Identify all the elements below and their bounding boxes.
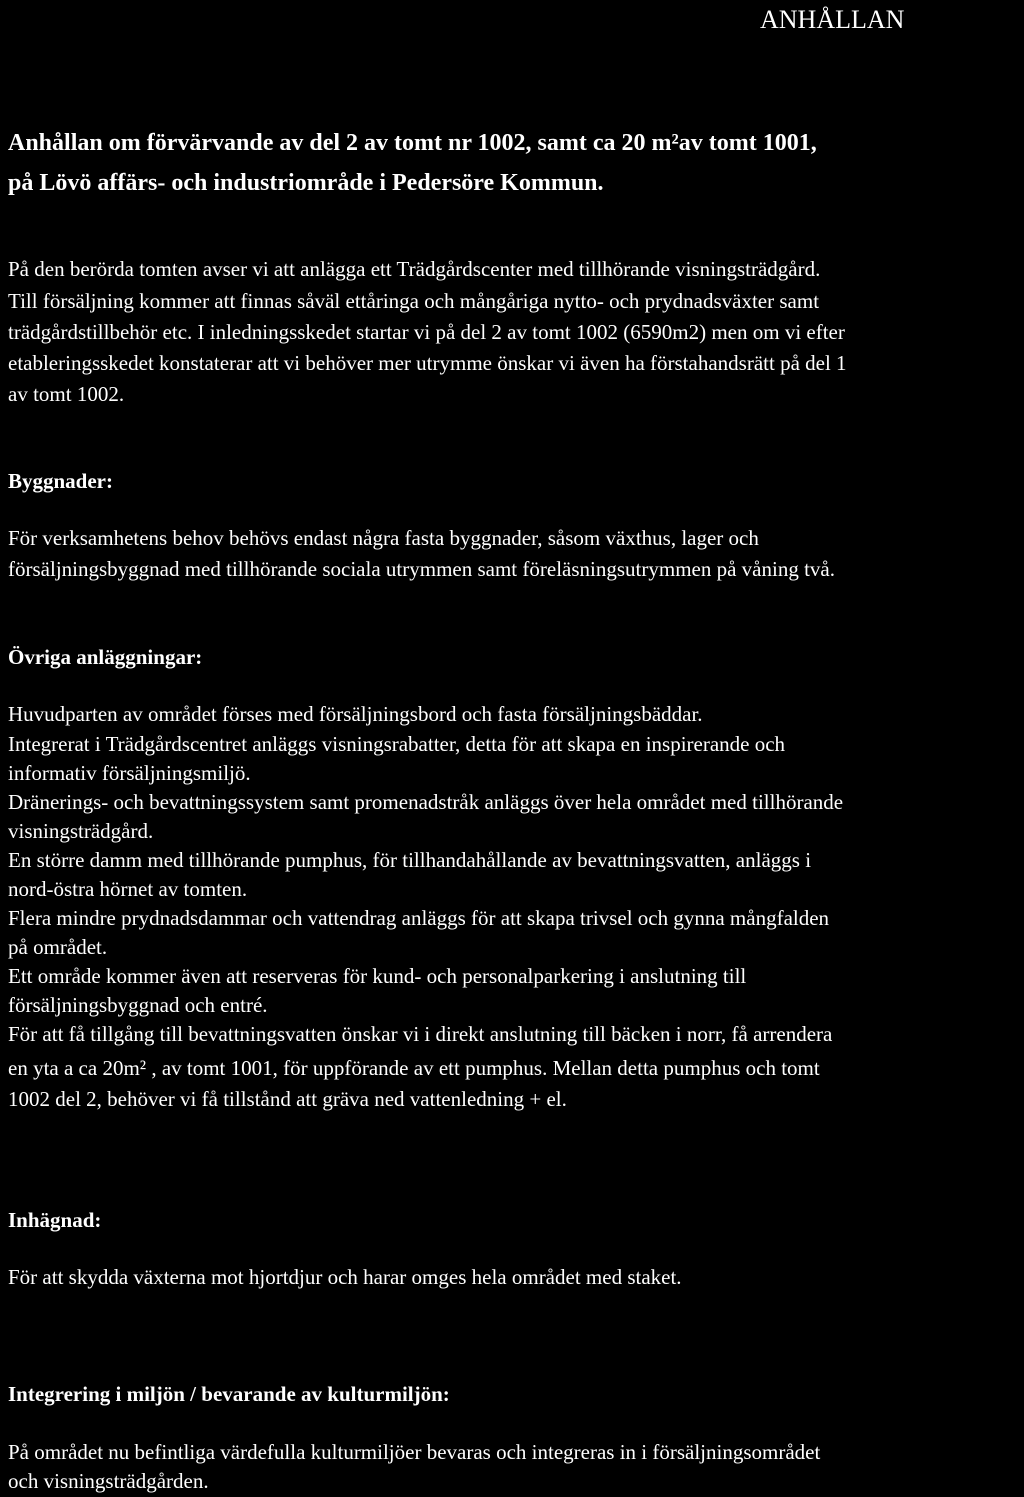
text-line: En större damm med tillhörande pumphus, för tillhandahållande av bevattningsvatten, anläggs i bbox=[8, 848, 812, 872]
main-heading-line: på Lövö affärs- och industriområde i Pedersöre Kommun. bbox=[8, 170, 604, 196]
text-line: Dränerings- och bevattningssystem samt promenadstråk anläggs över hela området med tillhörande bbox=[8, 790, 844, 814]
text-line: På området nu befintliga värdefulla kulturmiljöer bevaras och integreras in i försäljningsområdet bbox=[8, 1440, 821, 1464]
text-line: Flera mindre prydnadsdammar och vattendrag anläggs för att skapa trivsel och gynna mångfalden bbox=[8, 906, 830, 930]
text-line: försäljningsbyggnad och entré. bbox=[8, 993, 268, 1017]
text-line: 1002 del 2, behöver vi få tillstånd att gräva ned vattenledning + el. bbox=[8, 1087, 567, 1111]
main-heading-line: Anhållan om förvärvande av del 2 av tomt nr 1002, samt ca 20 m²av tomt 1001, bbox=[8, 130, 817, 156]
text-line: nord-östra hörnet av tomten. bbox=[8, 877, 248, 901]
text-line: och visningsträdgården. bbox=[8, 1469, 209, 1493]
text-line: etableringsskedet konstaterar att vi behöver mer utrymme önskar vi även ha förstahandsrätt på del 1 bbox=[8, 351, 847, 375]
text-line: På den berörda tomten avser vi att anlägga ett Trädgårdscenter med tillhörande visningsträdgård. bbox=[8, 257, 821, 281]
section-heading: Inhägnad: bbox=[8, 1208, 102, 1232]
text-line: För att få tillgång till bevattningsvatten önskar vi i direkt anslutning till bäcken i norr, få arrendera bbox=[8, 1022, 833, 1046]
text-line: en yta a ca 20m² , av tomt 1001, för uppförande av ett pumphus. Mellan detta pumphus och tomt bbox=[8, 1056, 820, 1080]
text-line: av tomt 1002. bbox=[8, 382, 125, 406]
text-line: visningsträdgård. bbox=[8, 819, 154, 843]
section-heading: Integrering i miljön / bevarande av kulturmiljön: bbox=[8, 1382, 450, 1406]
text-line: trädgårdstillbehör etc. I inledningsskedet startar vi på del 2 av tomt 1002 (6590m2) men om vi efter bbox=[8, 320, 845, 344]
text-line: på området. bbox=[8, 935, 108, 959]
text-line: informativ försäljningsmiljö. bbox=[8, 761, 251, 785]
text-line: försäljningsbyggnad med tillhörande sociala utrymmen samt föreläsningsutrymmen på våning två. bbox=[8, 557, 835, 581]
text-line: Ett område kommer även att reserveras för kund- och personalparkering i anslutning till bbox=[8, 964, 747, 988]
document-title: ANHÅLLAN bbox=[760, 5, 905, 34]
text-line: För att skydda växterna mot hjortdjur och harar omges hela området med staket. bbox=[8, 1265, 682, 1289]
section-heading: Övriga anläggningar: bbox=[8, 645, 203, 669]
text-line: Integrerat i Trädgårdscentret anläggs visningsrabatter, detta för att skapa en inspirerande och bbox=[8, 732, 786, 756]
text-line: Huvudparten av området förses med försäljningsbord och fasta försäljningsbäddar. bbox=[8, 702, 703, 726]
section-heading: Byggnader: bbox=[8, 469, 113, 493]
text-line: För verksamhetens behov behövs endast några fasta byggnader, såsom växthus, lager och bbox=[8, 526, 759, 550]
text-line: Till försäljning kommer att finnas såväl ettåringa och mångåriga nytto- och prydnadsväxter samt bbox=[8, 289, 820, 313]
